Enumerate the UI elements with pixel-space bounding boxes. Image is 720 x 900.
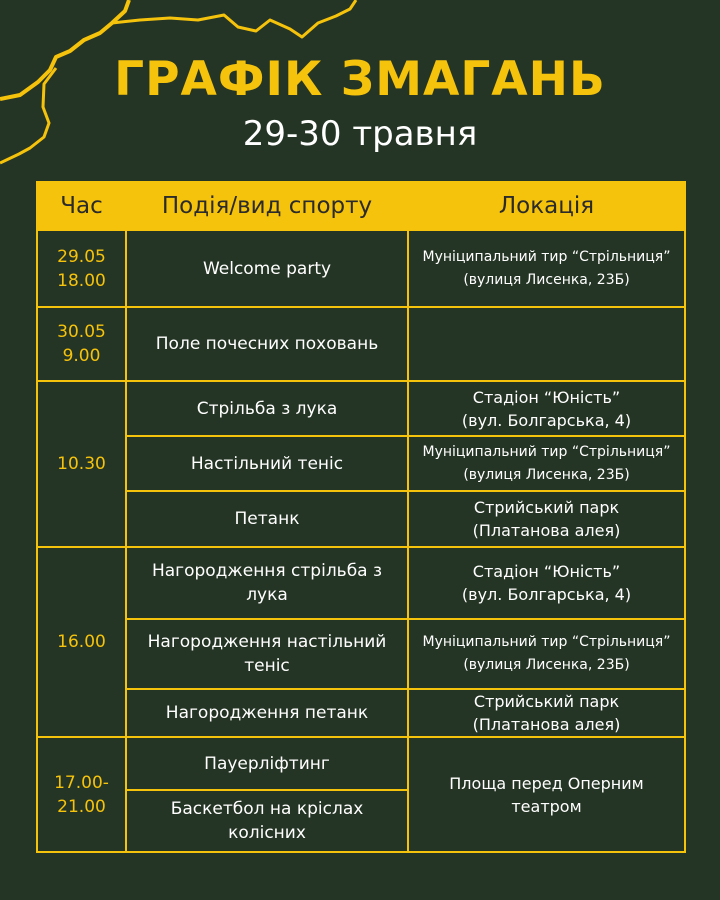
- location-line: (вул. Болгарська, 4): [461, 410, 632, 430]
- location-line: (вулиця Лисенка, 23Б): [463, 657, 630, 673]
- page-title: ГРАФІК ЗМАГАНЬ: [114, 52, 606, 107]
- time-line: 29.05: [57, 246, 106, 267]
- time-cell: [37, 230, 126, 307]
- location-line: (вулиця Лисенка, 23Б): [463, 466, 630, 483]
- location-cell: [408, 381, 685, 436]
- event-cell: [126, 491, 408, 547]
- event-cell: [126, 790, 408, 852]
- event-line: Петанк: [234, 509, 300, 529]
- location-line: Площа перед Оперним: [449, 773, 644, 793]
- location-line: Муніципальний тир “Стрільниця”: [422, 634, 671, 650]
- time-line: 30.05: [57, 322, 106, 342]
- table-row: [37, 436, 685, 491]
- location-line: Стадіон “Юність”: [472, 387, 621, 407]
- event-line: Пауерліфтинг: [204, 753, 330, 774]
- event-cell: [126, 307, 408, 381]
- location-line: (Платанова алея): [472, 521, 621, 540]
- table-row: [37, 619, 685, 689]
- location-cell: [408, 737, 685, 852]
- event-line: Нагородження петанк: [165, 703, 369, 723]
- time-cell: [37, 307, 126, 381]
- event-line: теніс: [244, 656, 290, 676]
- location-line: Муніципальний тир “Стрільниця”: [422, 248, 671, 265]
- location-line: Муніципальний тир “Стрільниця”: [422, 443, 671, 460]
- event-cell: [126, 381, 408, 436]
- event-cell: [126, 547, 408, 619]
- page-subtitle: 29-30 травня: [242, 114, 478, 154]
- table-row: [37, 381, 685, 436]
- event-line: Баскетбол на кріслах: [170, 799, 364, 819]
- event-line: Поле почесних поховань: [155, 334, 379, 354]
- event-line: Стрільба з лука: [196, 398, 338, 419]
- location-line: театром: [511, 796, 582, 816]
- location-line: (вулиця Лисенка, 23Б): [463, 271, 630, 288]
- schedule-table: [36, 181, 686, 853]
- event-line: Настільний теніс: [190, 453, 344, 474]
- event-cell: [126, 619, 408, 689]
- time-line: 17.00-: [54, 772, 109, 793]
- column-header-event: Подія/вид спорту: [126, 182, 408, 230]
- location-cell: [408, 689, 685, 737]
- location-line: Стадіон “Юність”: [472, 562, 621, 581]
- event-line: лука: [246, 585, 288, 605]
- time-line: 21.00: [57, 796, 106, 817]
- time-line: 18.00: [57, 270, 106, 291]
- time-line: 9.00: [62, 346, 101, 366]
- location-cell: [408, 230, 685, 307]
- location-line: Стрийський парк: [473, 498, 620, 517]
- event-line: Welcome party: [202, 258, 332, 279]
- event-line: Нагородження настільний: [147, 632, 387, 652]
- time-line: 10.30: [57, 454, 106, 474]
- location-line: (Платанова алея): [472, 715, 621, 734]
- table-row: [37, 547, 685, 619]
- table-header-row: [37, 182, 685, 230]
- event-line: колісних: [228, 823, 306, 843]
- table-row: [37, 737, 685, 790]
- time-cell: [37, 547, 126, 737]
- event-cell: [126, 436, 408, 491]
- time-line: 16.00: [57, 632, 106, 652]
- location-cell: [408, 436, 685, 491]
- location-cell: [408, 547, 685, 619]
- time-cell: [37, 381, 126, 547]
- time-cell: [37, 737, 126, 852]
- event-cell: [126, 689, 408, 737]
- table-row: [37, 230, 685, 307]
- event-cell: [126, 230, 408, 307]
- location-cell: [408, 491, 685, 547]
- table-row: [37, 491, 685, 547]
- location-cell: [408, 619, 685, 689]
- event-cell: [126, 737, 408, 790]
- event-line: Нагородження стрільба з: [151, 561, 383, 581]
- table-row: [37, 689, 685, 737]
- location-line: (вул. Болгарська, 4): [461, 585, 632, 604]
- location-cell-empty: [408, 307, 685, 381]
- location-line: Стрийський парк: [473, 692, 620, 711]
- column-header-time: Час: [37, 182, 126, 230]
- table-row: [37, 307, 685, 381]
- column-header-location: Локація: [408, 182, 685, 230]
